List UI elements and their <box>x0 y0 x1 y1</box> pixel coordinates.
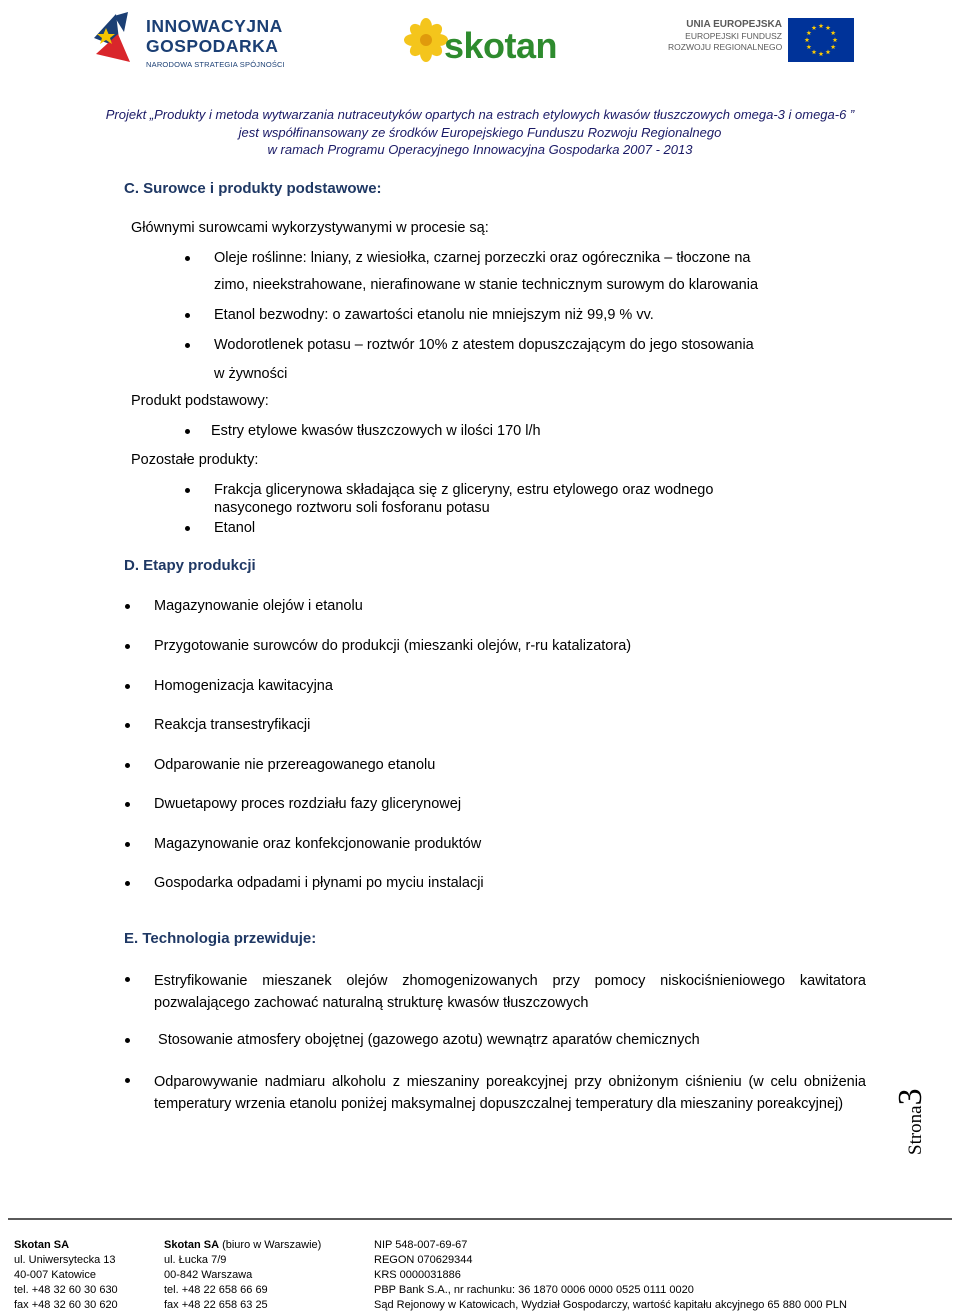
project-header-line1: Projekt „Produkty i metoda wytwarzania nutraceutyków opartych na estrach etylowych kwasów tłuszczowych omega-3 i omega-6 ” <box>105 107 855 122</box>
bullet <box>185 343 190 348</box>
footer-col-1 <box>14 1238 118 1313</box>
bullet <box>125 1078 130 1083</box>
ig-line1: INNOWACYJNA <box>146 16 283 36</box>
eu-line3: ROZWOJU REGIONALNEGO <box>668 42 783 52</box>
stage-item: Magazynowanie oraz konfekcjonowanie produktów <box>154 836 482 852</box>
page-number <box>892 1055 948 1155</box>
raw-material-1-line2: zimo, nieekstrahowane, nierafinowane w stanie technicznym surowym do klarowania <box>214 277 759 293</box>
section-d-heading: D. Etapy produkcji <box>124 557 256 574</box>
stage-item: Gospodarka odpadami i płynami po myciu instalacji <box>154 875 484 891</box>
footer-office-label: (biuro w Warszawie) <box>219 1239 322 1251</box>
other-product-1-line2: nasyconego roztworu soli fosforanu potasu <box>214 500 490 516</box>
bullet <box>125 604 130 609</box>
footer-col-2 <box>164 1238 321 1313</box>
other-product-2: Etanol <box>214 520 256 536</box>
raw-material-2: Etanol bezwodny: o zawartości etanolu nie mniejszym niż 99,9 % vv. <box>214 307 654 323</box>
bullet <box>125 802 130 807</box>
page-number-word: Strona <box>905 1105 926 1155</box>
raw-material-3-line1: Wodorotlenek potasu – roztwór 10% z atestem dopuszczającym do jego stosowania <box>214 337 754 353</box>
footer-nip: NIP 548-007-69-67 <box>374 1239 468 1251</box>
skotan-logo <box>404 18 574 66</box>
bullet <box>125 684 130 689</box>
technology-item: Odparowywanie nadmiaru alkoholu z mieszaniny poreakcyjnej przy obniżonym ciśnieniu (w celu obniżenia temperatury wrzenia etanolu poniżej maksymalnej dopuszczalnej temperatury dla mieszaniny poreakcyjnej) <box>154 1074 866 1112</box>
stage-item: Magazynowanie olejów i etanolu <box>154 598 363 614</box>
bullet <box>125 763 130 768</box>
ig-line3: NARODOWA STRATEGIA SPÓJNOŚCI <box>146 60 285 69</box>
footer-krs: KRS 0000031886 <box>374 1269 461 1281</box>
footer-city: 40-007 Katowice <box>14 1269 96 1281</box>
section-c-heading: C. Surowce i produkty podstawowe: <box>124 180 382 197</box>
footer-office-company: Skotan SA <box>164 1239 220 1251</box>
footer-divider <box>8 1218 952 1220</box>
footer-office-address: ul. Łucka 7/9 <box>164 1254 227 1266</box>
bullet <box>125 644 130 649</box>
main-product-label: Produkt podstawowy: <box>131 393 269 409</box>
bullet <box>185 429 190 434</box>
footer-fax: fax +48 32 60 30 620 <box>14 1299 118 1311</box>
flower-icon <box>404 18 448 62</box>
footer-office-city: 00-842 Warszawa <box>164 1269 253 1281</box>
skotan-wordmark: skotan <box>444 25 558 66</box>
bullet <box>125 881 130 886</box>
footer-phone: tel. +48 32 60 30 630 <box>14 1284 118 1296</box>
eu-line1: UNIA EUROPEJSKA <box>686 19 782 30</box>
main-product-item: Estry etylowe kwasów tłuszczowych w ilości 170 l/h <box>211 423 541 439</box>
eu-line2: EUROPEJSKI FUNDUSZ <box>685 31 782 41</box>
bullet <box>185 526 190 531</box>
project-header-line2: jest współfinansowany ze środków Europejskiego Funduszu Rozwoju Regionalnego <box>238 125 722 140</box>
bullet <box>125 1038 130 1043</box>
section-c-intro: Głównymi surowcami wykorzystywanymi w procesie są: <box>131 220 489 236</box>
eu-logo <box>668 18 868 63</box>
bullet <box>185 256 190 261</box>
section-e-heading: E. Technologia przewiduje: <box>124 930 317 947</box>
project-header-line3: w ramach Programu Operacyjnego Innowacyjna Gospodarka 2007 - 2013 <box>267 142 693 157</box>
other-product-1-line1: Frakcja glicerynowa składająca się z gliceryny, estru etylowego oraz wodnego <box>214 482 714 498</box>
stage-item: Homogenizacja kawitacyjna <box>154 678 333 694</box>
technology-item: Stosowanie atmosfery obojętnej (gazowego azotu) wewnątrz aparatów chemicznych <box>154 1032 700 1048</box>
footer-court: Sąd Rejonowy w Katowicach, Wydział Gospodarczy, wartość kapitału akcyjnego 65 880 000 PLN <box>374 1299 847 1311</box>
raw-material-1-line1: Oleje roślinne: lniany, z wiesiołka, czarnej porzeczki oraz ogórecznika – tłoczone na <box>214 250 751 266</box>
technology-item: Estryfikowanie mieszanek olejów zhomogenizowanych przy pomocy niskociśnieniowego kawitatora pozwalającego zachować naturalną strukturę kwasów tłuszczowych <box>154 973 866 1011</box>
bullet <box>125 977 130 982</box>
footer-col-3 <box>374 1238 847 1313</box>
footer-address: ul. Uniwersytecka 13 <box>14 1254 116 1266</box>
raw-material-3-line2: w żywności <box>214 366 288 382</box>
ig-emblem-icon <box>90 8 142 68</box>
footer-regon: REGON 070629344 <box>374 1254 473 1266</box>
bullet <box>125 842 130 847</box>
eu-flag-icon <box>788 18 854 62</box>
footer-bank: PBP Bank S.A., nr rachunku: 36 1870 0006 0000 0525 0111 0020 <box>374 1284 694 1296</box>
ig-line2: GOSPODARKA <box>146 36 279 56</box>
innowacyjna-gospodarka-logo <box>90 8 305 72</box>
bullet <box>185 488 190 493</box>
stage-item: Reakcja transestryfikacji <box>154 717 311 733</box>
other-products-label: Pozostałe produkty: <box>131 452 259 468</box>
page-number-value: 3 <box>892 1088 929 1106</box>
footer-company: Skotan SA <box>14 1239 70 1251</box>
bullet <box>125 723 130 728</box>
stage-item: Przygotowanie surowców do produkcji (mieszanki olejów, r-ru katalizatora) <box>154 638 632 654</box>
bullet <box>185 313 190 318</box>
footer-office-fax: fax +48 22 658 63 25 <box>164 1299 268 1311</box>
stage-item: Odparowanie nie przereagowanego etanolu <box>154 757 436 773</box>
stage-item: Dwuetapowy proces rozdziału fazy glicerynowej <box>154 796 462 812</box>
footer-office-phone: tel. +48 22 658 66 69 <box>164 1284 268 1296</box>
